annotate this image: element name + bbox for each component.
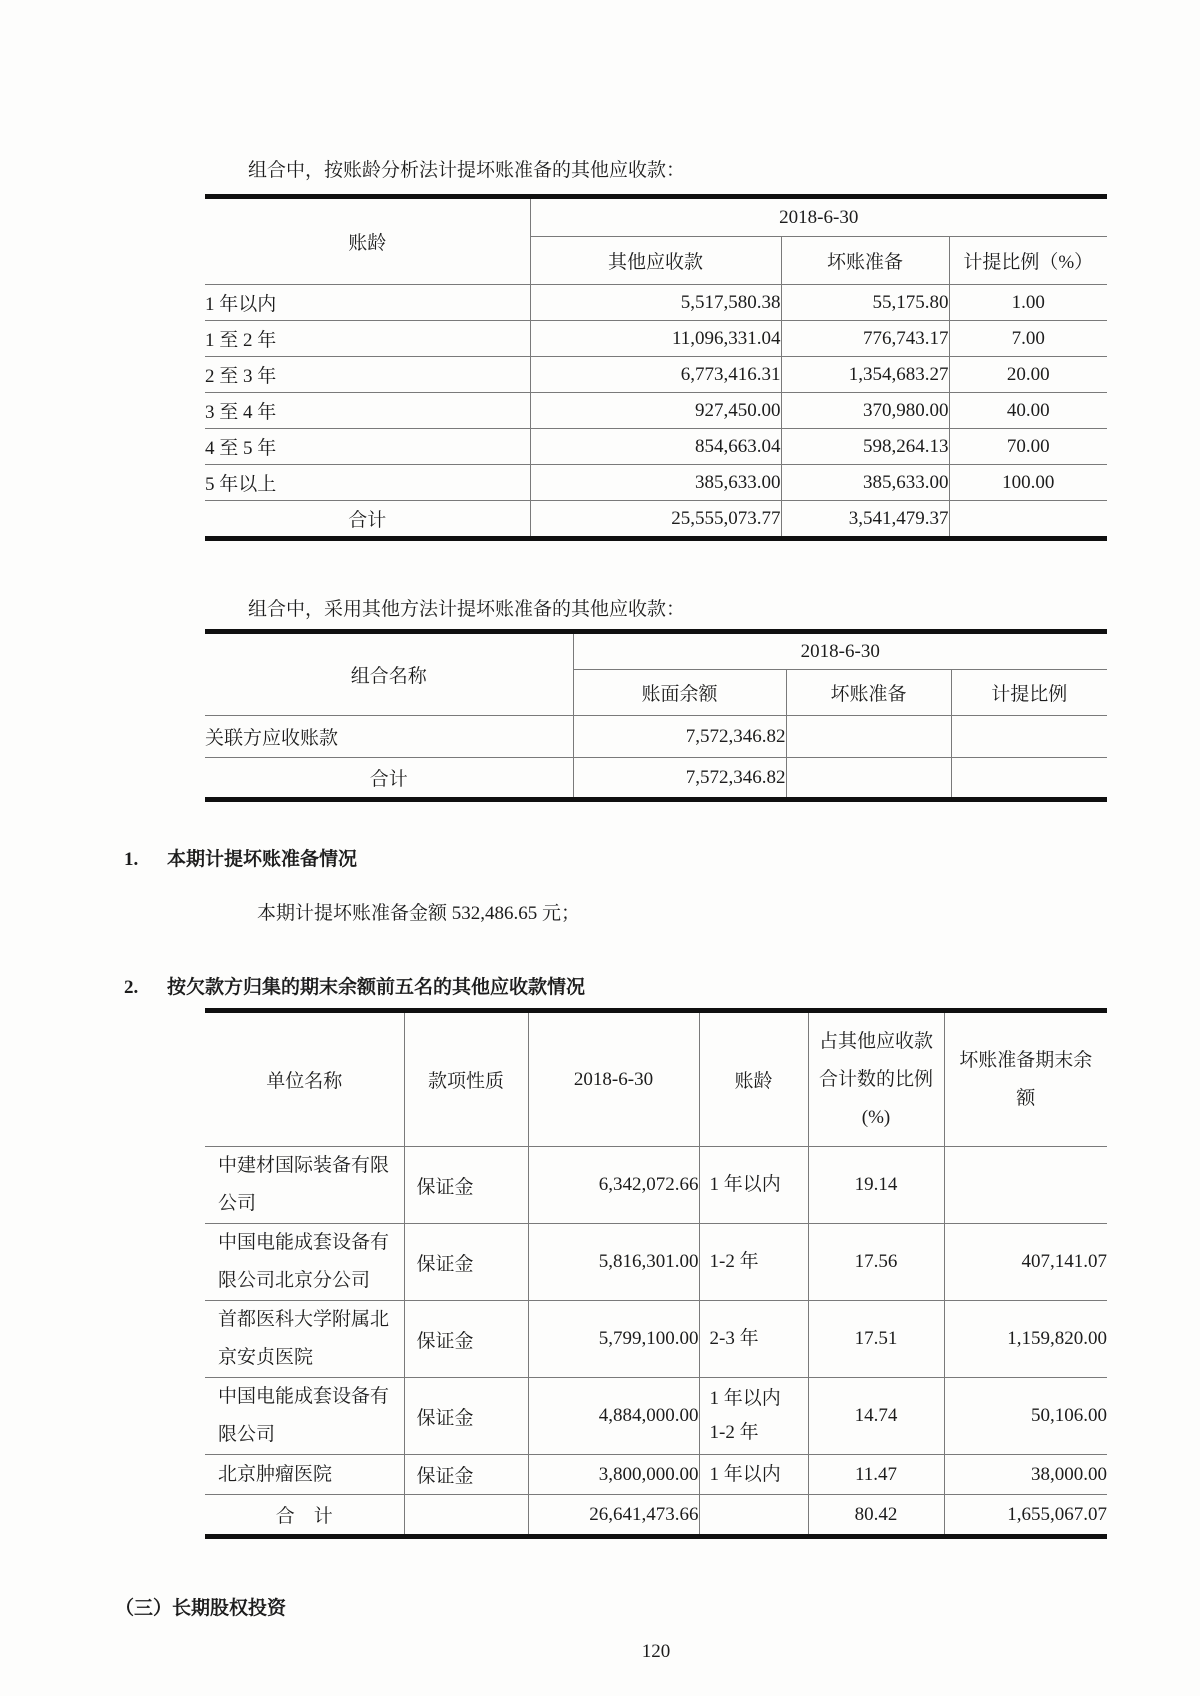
- table-row: [205, 716, 1107, 758]
- date-column-header: 2018-6-30: [530, 197, 1107, 237]
- receivables-total: 25,555,073.77: [530, 501, 781, 539]
- table1-intro: 组合中，按账龄分析法计提坏账准备的其他应收款：: [248, 160, 686, 181]
- section-2-heading: [124, 974, 1107, 1002]
- ending-provision-value: 38,000.00: [944, 1455, 1107, 1495]
- nature-value: 保证金: [404, 1301, 528, 1378]
- aging-label: 1 年以内: [205, 285, 530, 321]
- aging-header: 账龄: [699, 1011, 808, 1147]
- receivables-value: 385,633.00: [530, 465, 781, 501]
- ending-provision-value: 50,106.00: [944, 1378, 1107, 1455]
- aging-value: 1 年以内 1-2 年: [699, 1378, 808, 1455]
- table-header-row: [205, 197, 1107, 237]
- top-debtors-table: [205, 1008, 1107, 1539]
- aging-value: 1 年以内: [699, 1147, 808, 1224]
- table-header-row: [205, 632, 1107, 670]
- aging-column-header: 账龄: [205, 197, 530, 285]
- provision-total: [786, 758, 951, 800]
- total-label: 合计: [205, 501, 530, 539]
- aging-label: 2 至 3 年: [205, 357, 530, 393]
- percentage-header-line3: (%): [861, 1106, 891, 1128]
- section-1-body: 本期计提坏账准备金额 532,486.65 元；: [257, 903, 581, 924]
- table2-intro: 组合中，采用其他方法计提坏账准备的其他应收款：: [248, 599, 686, 620]
- aging-label: 3 至 4 年: [205, 393, 530, 429]
- other-method-table: [205, 629, 1107, 802]
- ratio-column-header: 计提比例: [951, 670, 1107, 716]
- entity-name: 首都医科大学附属北京安贞医院: [205, 1301, 404, 1378]
- ending-provision-value: 407,141.07: [944, 1224, 1107, 1301]
- nature-value: 保证金: [404, 1378, 528, 1455]
- entity-name: 中建材国际装备有限公司: [205, 1147, 404, 1224]
- aging-label: 5 年以上: [205, 465, 530, 501]
- ratio-value: [951, 716, 1107, 758]
- table-total-row: [205, 1495, 1107, 1537]
- section-2-number: 2.: [124, 977, 139, 998]
- table-row: [205, 1301, 1107, 1378]
- table-total-row: [205, 758, 1107, 800]
- aging-value: 1 年以内: [699, 1455, 808, 1495]
- date-header: 2018-6-30: [528, 1011, 699, 1147]
- provision-value: 55,175.80: [781, 285, 949, 321]
- table-header-row: [205, 1011, 1107, 1147]
- percentage-value: 14.74: [808, 1378, 944, 1455]
- nature-value: 保证金: [404, 1147, 528, 1224]
- balance-value: 7,572,346.82: [573, 716, 786, 758]
- amount-total: 26,641,473.66: [528, 1495, 699, 1537]
- amount-value: 5,816,301.00: [528, 1224, 699, 1301]
- section-1-number: 1.: [124, 849, 139, 870]
- ending-provision-total: 1,655,067.07: [1007, 1503, 1107, 1525]
- ratio-column-header: 计提比例（%）: [949, 237, 1107, 285]
- receivables-value: 854,663.04: [530, 429, 781, 465]
- table-row: [205, 1147, 1107, 1224]
- table-row: [205, 429, 1107, 465]
- nature-value: 保证金: [404, 1224, 528, 1301]
- provision-column-header: 坏账准备: [781, 237, 949, 285]
- receivables-value: 11,096,331.04: [530, 321, 781, 357]
- table-row: [205, 465, 1107, 501]
- total-label: 合计: [205, 758, 573, 800]
- nature-header: 款项性质: [404, 1011, 528, 1147]
- nature-total-empty: [404, 1495, 528, 1537]
- aging-label: 4 至 5 年: [205, 429, 530, 465]
- table-total-row: [205, 501, 1107, 539]
- provision-value: 370,980.00: [781, 393, 949, 429]
- date-column-header: 2018-6-30: [573, 632, 1107, 670]
- percentage-header-line2: 合计数的比例: [818, 1068, 933, 1090]
- provision-total: 3,541,479.37: [781, 501, 949, 539]
- aging-total-empty: [699, 1495, 808, 1537]
- section-1-heading: [124, 846, 1107, 874]
- percentage-header-line1: 占其他应收款: [818, 1030, 933, 1052]
- table-row: [205, 393, 1107, 429]
- percentage-value: 17.56: [808, 1224, 944, 1301]
- table-row: [205, 321, 1107, 357]
- amount-value: 3,800,000.00: [528, 1455, 699, 1495]
- provision-value: [786, 716, 951, 758]
- balance-column-header: 账面余额: [573, 670, 786, 716]
- aging-analysis-table: [205, 194, 1107, 541]
- page-number: 120: [641, 1641, 671, 1662]
- receivables-column-header: 其他应收款: [530, 237, 781, 285]
- portfolio-name-header: 组合名称: [205, 632, 573, 716]
- provision-value: 385,633.00: [781, 465, 949, 501]
- aging-value: 2-3 年: [699, 1301, 808, 1378]
- table-row: [205, 1224, 1107, 1301]
- entity-name: 中国电能成套设备有限公司: [205, 1378, 404, 1455]
- section-1-title: 本期计提坏账准备情况: [167, 849, 358, 870]
- entity-name-header: 单位名称: [205, 1011, 404, 1147]
- aging-value: 1-2 年: [699, 1224, 808, 1301]
- receivables-value: 5,517,580.38: [530, 285, 781, 321]
- ending-provision-header: 坏账准备期末余额: [944, 1011, 1107, 1147]
- table-row: [205, 285, 1107, 321]
- ending-provision-value: [944, 1147, 1107, 1224]
- aging-label: 1 至 2 年: [205, 321, 530, 357]
- section-3-heading: （三）长期股权投资: [115, 1598, 287, 1619]
- balance-total: 7,572,346.82: [573, 758, 786, 800]
- total-label: 合 计: [205, 1495, 404, 1537]
- provision-column-header: 坏账准备: [786, 670, 951, 716]
- amount-value: 4,884,000.00: [528, 1378, 699, 1455]
- ending-provision-value: 1,159,820.00: [944, 1301, 1107, 1378]
- table-row: [205, 1378, 1107, 1455]
- percentage-total: 80.42: [808, 1495, 944, 1537]
- percentage-value: 19.14: [808, 1147, 944, 1224]
- amount-value: 6,342,072.66: [528, 1147, 699, 1224]
- ratio-value: 20.00: [949, 357, 1107, 393]
- entity-name: 中国电能成套设备有限公司北京分公司: [205, 1224, 404, 1301]
- percentage-value: 11.47: [808, 1455, 944, 1495]
- percentage-header: [808, 1011, 944, 1147]
- receivables-value: 927,450.00: [530, 393, 781, 429]
- receivables-value: 6,773,416.31: [530, 357, 781, 393]
- ratio-value: 7.00: [949, 321, 1107, 357]
- ratio-value: 1.00: [949, 285, 1107, 321]
- portfolio-name: 关联方应收账款: [205, 716, 573, 758]
- provision-value: 1,354,683.27: [781, 357, 949, 393]
- ratio-total: [951, 758, 1107, 800]
- entity-name: 北京肿瘤医院: [205, 1455, 404, 1495]
- ratio-value: 40.00: [949, 393, 1107, 429]
- section-2-title: 按欠款方归集的期末余额前五名的其他应收款情况: [167, 977, 586, 998]
- table-row: [205, 357, 1107, 393]
- amount-value: 5,799,100.00: [528, 1301, 699, 1378]
- nature-value: 保证金: [404, 1455, 528, 1495]
- table-row: [205, 1455, 1107, 1495]
- ratio-total: [949, 501, 1107, 539]
- ratio-value: 70.00: [949, 429, 1107, 465]
- ratio-value: 100.00: [949, 465, 1107, 501]
- provision-value: 598,264.13: [781, 429, 949, 465]
- provision-value: 776,743.17: [781, 321, 949, 357]
- percentage-value: 17.51: [808, 1301, 944, 1378]
